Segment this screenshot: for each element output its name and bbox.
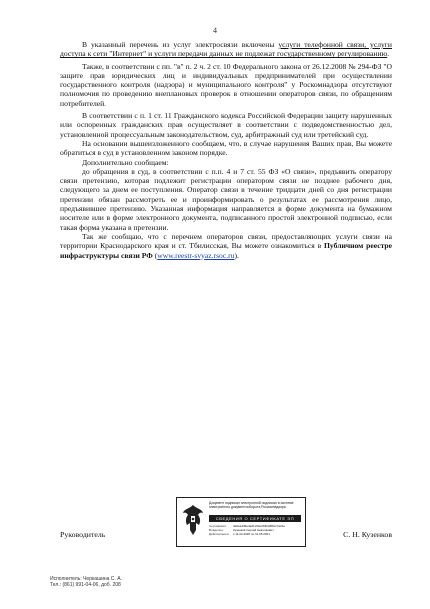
text-run: В соответствии с п. 1 ст. 11 Гражданского кодекса Российской Федерации защиту нарушенных или оспоренных гражданских прав осуществляет в соответствии с подведомственностью дел, установленной процессуальным законодательством, суд, арбитражный суд или третейский суд.	[60, 111, 392, 139]
paragraph	[60, 62, 392, 108]
paragraph	[60, 40, 392, 59]
paragraph	[60, 232, 392, 260]
executor-info	[50, 576, 122, 588]
text-run: На основании вышеизложенного сообщаем, что, в случае нарушения Ваших прав, Вы можете обратиться в суд в установленном законом порядке.	[60, 138, 392, 158]
stamp-row	[209, 532, 301, 536]
signer-title: Руководитель	[60, 530, 106, 539]
e-signature-stamp	[176, 497, 306, 547]
text-run: Так же сообщаю, что с перечнем операторов связи, предоставляющих услуги связи на территории Краснодарского края и ст. Тбилисская, Вы можете ознакомиться в	[60, 231, 392, 251]
paragraph	[60, 139, 392, 158]
text-run: до обращения в суд, в соответствии с п.п. 4 и 7 ст. 55 ФЗ «О связи», предъявить оператору связи претензию, которая подлежит регистрации оператором связи не позднее рабочего дня, следующего за днем ее поступления. Оператор связи в течение тридцати дней со дня регистрации претензии обязан рассмотреть ее и проинформировать о результатах ее рассмотрения лицо, предъявившее претензию. Указанная информация направляется в форме документа на бумажном носителе или в форме электронного документа, подписанного простой электронной подписью, если такая форма указана в претензии.	[60, 166, 392, 232]
stamp-header: Документ подписан электронной подписью в системе электронного документооборота Роскомнадзора	[209, 501, 294, 509]
stamp-rows	[209, 524, 301, 536]
registry-link[interactable]: www.reestr-svyaz.rsoc.ru	[157, 250, 235, 260]
stamp-row-key: Сертификат:	[209, 524, 227, 528]
underlined-text: услуги телефонной связи, услуги доступа к сети "Интернет" и услуги передачи данных не подлежат государственному регулированию	[60, 40, 392, 59]
stamp-banner: СВЕДЕНИЯ О СЕРТИФИКАТЕ ЭП	[209, 515, 301, 522]
text-run: .	[387, 49, 390, 59]
executor-name: Исполнитель: Черкашина С. А.	[50, 576, 122, 582]
stamp-row-key: Владелец:	[209, 528, 224, 532]
stamp-row-value: Кузенков Сергей Николаевич	[233, 528, 274, 532]
coat-of-arms-emblem	[181, 503, 205, 539]
text-run: В указанный перечень из услуг электросвязи включены	[82, 40, 279, 49]
executor-phone: Тел.: (861) 991-04-06, доб. 208	[50, 582, 121, 588]
text-run: Дополнительно сообщаем:	[82, 157, 169, 167]
signer-name: С. Н. Кузенков	[343, 530, 392, 539]
stamp-row-value: с 11.02.2020 по 11.05.2021	[233, 532, 270, 536]
stamp-row-key: Действителен:	[209, 532, 230, 536]
text-run: ).	[234, 250, 239, 260]
paragraph	[60, 158, 392, 167]
letter-body	[60, 40, 392, 260]
text-run: (	[152, 250, 158, 260]
paragraph	[60, 111, 392, 139]
bold-text: Публичном реестре инфраструктуры связи РФ	[60, 241, 392, 260]
paragraph	[60, 167, 392, 232]
stamp-row-value: 4a6ea4d9e4a01c62e2b3f4d59cc7a21e	[233, 524, 286, 528]
page-number: 4	[213, 26, 217, 35]
text-run: Также, в соответствии с пп. "в" п. 2 ч. 2 ст. 10 Федерального закона от 26.12.2008 № 294-ФЗ "О защите прав юридических лиц и индивидуальных предпринимателей при осуществлении государственного контроля (надзора) и муниципального контроля" у Роскомнадзора отсутствуют полномочия по проведению внеплановых проверок в отношении операторов связи, по обращениям потребителей.	[60, 61, 392, 108]
